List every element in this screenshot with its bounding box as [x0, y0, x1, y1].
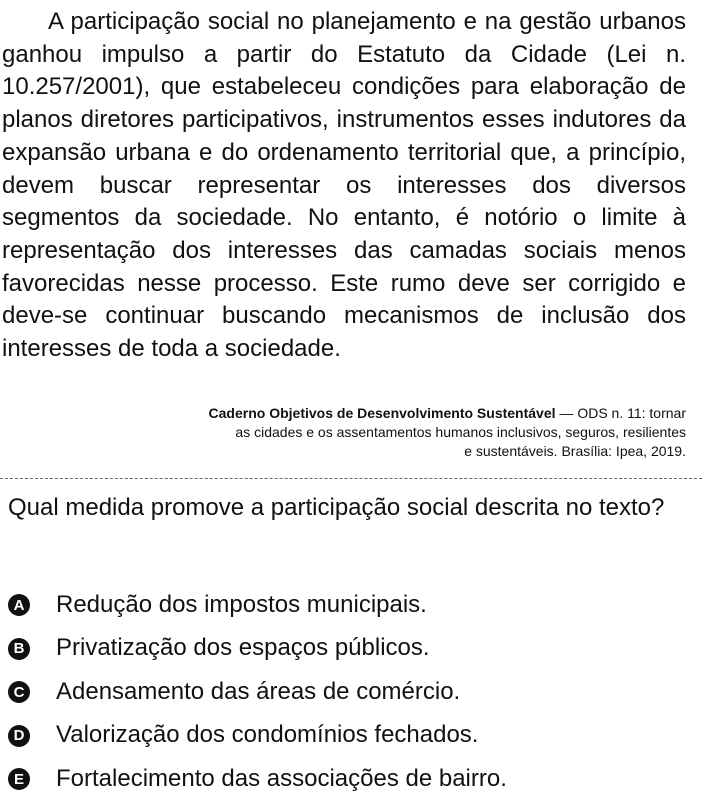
citation-separator: —: [555, 405, 578, 421]
citation-source-title: Caderno Objetivos de Desenvolvimento Sustentável: [208, 405, 556, 421]
option-c-badge: C: [8, 681, 30, 703]
option-e-badge: E: [8, 768, 30, 790]
option-b-badge: B: [8, 638, 30, 660]
answer-options: [8, 583, 698, 801]
option-a-badge: A: [8, 594, 30, 616]
option-d-badge: D: [8, 725, 30, 747]
option-c[interactable]: [8, 670, 698, 714]
option-a-text: Redução dos impostos municipais.: [56, 590, 427, 618]
option-e[interactable]: [8, 757, 698, 801]
passage-text: A participação social no planejamento e na gestão urbanos ganhou impulso a partir do Estatuto da Cidade (Lei n. 10.257/2001), que estabeleceu condições para elaboração de planos diretores participativos, instrumentos esses indutores da expansão urbana e do ordenamento territorial que, a princípio, devem buscar representar os interesses dos diversos segmentos da sociedade. No entanto, é notório o limite à representação dos interesses das camadas sociais menos favorecidas nesse processo. Este rumo deve ser corrigido e deve-se continuar buscando mecanismos de inclusão dos interesses de toda a sociedade.: [2, 8, 686, 363]
question-text: Qual medida promove a participação social descrita no texto?: [8, 494, 665, 521]
citation-details-line1: ODS n. 11: tornar: [577, 405, 686, 421]
option-d-text: Valorização dos condomínios fechados.: [56, 721, 479, 749]
option-b[interactable]: [8, 627, 698, 671]
citation-details-line3: e sustentáveis. Brasília: Ipea, 2019.: [464, 443, 686, 459]
dashed-divider: [0, 478, 702, 479]
option-e-text: Fortalecimento das associações de bairro.: [56, 764, 507, 792]
option-b-text: Privatização dos espaços públicos.: [56, 634, 430, 662]
citation-details-line2: as cidades e os assentamentos humanos inclusivos, seguros, resilientes: [235, 424, 686, 440]
option-c-text: Adensamento das áreas de comércio.: [56, 677, 461, 705]
citation: [106, 404, 686, 461]
option-d[interactable]: [8, 714, 698, 758]
option-a[interactable]: [8, 583, 698, 627]
